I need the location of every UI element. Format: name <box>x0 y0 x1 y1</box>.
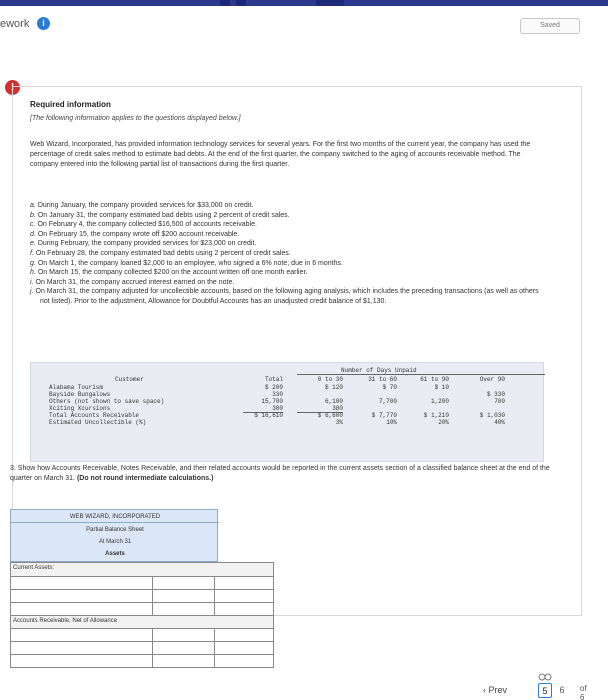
table-row <box>11 563 273 576</box>
homework-label: ework <box>0 18 30 30</box>
transaction-list <box>30 201 540 307</box>
aging-group-rule <box>297 374 545 375</box>
required-info-subtitle: [The following information applies to the questions displayed below.] <box>30 115 241 122</box>
chevron-left-icon: ‹ <box>482 685 489 695</box>
toolbar-icon[interactable] <box>316 0 344 6</box>
current-assets-label: Current Assets: <box>13 565 55 571</box>
table-row <box>11 576 273 589</box>
amount-input[interactable] <box>153 603 215 615</box>
aging-row-b0: $ 120 <box>324 384 343 391</box>
alert-icon: ! <box>5 80 20 95</box>
aging-row-total: $ 200 <box>264 384 283 391</box>
amount-input[interactable] <box>153 590 215 602</box>
aging-row-b1: $ 7,770 <box>371 412 397 419</box>
required-info-title: Required information <box>30 100 111 109</box>
aging-header-61-90: 61 to 90 <box>420 376 449 383</box>
aging-row-b3: 700 <box>494 398 505 405</box>
list-item: d. On February 15, the company wrote off $200 account receivable. <box>30 230 240 238</box>
table-row <box>11 654 273 667</box>
aging-row-total: 380 <box>243 405 283 413</box>
list-item: h. On March 15, the company collected $200 on the account written off one month earlier. <box>30 269 308 277</box>
amount-input[interactable] <box>153 655 215 667</box>
page-6-button[interactable]: 6 <box>559 685 565 695</box>
list-item: b. On January 31, the company estimated bad debts using 2 percent of credit sales. <box>30 211 290 219</box>
aging-row-b1: $ 70 <box>382 384 397 391</box>
toolbar-icon[interactable] <box>220 0 230 6</box>
aging-row-b1: 10% <box>386 419 397 426</box>
aging-row-customer: Total Accounts Receivable <box>49 412 140 419</box>
aging-row-b3: $ 1,030 <box>479 412 505 419</box>
account-select[interactable] <box>11 655 153 667</box>
aging-row-b3: $ 330 <box>486 391 505 398</box>
aging-header-0-30: 0 to 30 <box>317 376 343 383</box>
aging-header-31-60: 31 to 60 <box>368 376 397 383</box>
aging-row-total: 330 <box>272 391 283 398</box>
aging-row-b2: 20% <box>438 419 449 426</box>
statement-title: Partial Balance Sheet <box>86 527 144 533</box>
aging-row-b0: 6,100 <box>324 398 343 405</box>
aging-row-customer: Bayside Bungalows <box>49 391 111 398</box>
aging-schedule <box>30 362 544 462</box>
link-icon <box>538 673 552 681</box>
table-row <box>11 641 273 654</box>
aging-header-total: Total <box>264 376 283 383</box>
account-select[interactable] <box>11 590 153 602</box>
account-select[interactable] <box>11 642 153 654</box>
list-item: j. On March 31, the company adjusted for uncollectible accounts, based on the following aging analysis, which includes the preceding transactions (as well as others not listed). Prior to the adjustment, Allowance for Doubtful Accounts has an unadjusted credit balance of $1,130. <box>30 288 539 305</box>
intro-paragraph: Web Wizard, Incorporated, has provided information technology services for several years. For the first two months of the current year, the company has used the percentage of credit sales method to estimate bad debts. At the end of the first quarter, the company switched to the aging of accounts receivable method. The company entered into the following partial list of transactions during the first quarter. <box>30 141 531 168</box>
account-select[interactable] <box>11 577 153 589</box>
prev-button[interactable]: ‹ Prev <box>482 685 507 695</box>
balance-sheet-table <box>10 562 274 668</box>
statement-date: At March 31 <box>98 539 132 545</box>
list-item: g. On March 1, the company loaned $2,000 to an employee, who signed a 6% note, due in 6 months. <box>30 259 343 267</box>
company-name: WEB WIZARD, INCORPORATED <box>11 514 219 523</box>
aging-row-b2: $ 10 <box>434 384 449 391</box>
page-count: of 6 <box>580 684 587 700</box>
table-row <box>11 602 273 615</box>
list-item: f. On February 28, the company estimated bad debts using 2 percent of credit sales. <box>30 249 291 257</box>
aging-header-over-90: Over 90 <box>479 376 505 383</box>
balance-sheet-header <box>10 509 218 562</box>
assets-heading: Assets <box>105 551 125 557</box>
aging-row-customer: Others (not shown to save space) <box>49 398 165 405</box>
aging-group-header: Number of Days Unpaid <box>341 367 417 374</box>
list-item: c. On February 4, the company collected $16,500 of accounts receivable. <box>30 221 257 229</box>
account-select[interactable] <box>11 603 153 615</box>
aging-row-b2: $ 1,210 <box>423 412 449 419</box>
list-item: a. During January, the company provided services for $33,000 on credit. <box>30 202 254 209</box>
info-icon[interactable]: i <box>37 17 50 30</box>
list-item: i. On March 31, the company accrued interest earned on the note. <box>30 278 235 286</box>
aging-row-b0: 3% <box>335 419 343 426</box>
ar-net-label: Accounts Receivable, Net of Allowance <box>13 618 118 624</box>
question-text <box>10 464 550 484</box>
page-5-button[interactable]: 5 <box>538 683 552 698</box>
aging-row-b2: 1,200 <box>430 398 449 405</box>
aging-row-b0: $ 6,600 <box>317 412 343 419</box>
aging-row-b0: 380 <box>297 405 343 413</box>
aging-row-b1: 7,700 <box>378 398 397 405</box>
toolbar-icon[interactable] <box>236 0 246 6</box>
aging-header-customer: Customer <box>115 376 144 383</box>
aging-row-customer: Estimated Uncollectible (%) <box>49 419 147 426</box>
aging-row-total: $ 16,610 <box>254 412 283 419</box>
assignment-header <box>0 10 608 36</box>
aging-row-customer: Alabama Tourism <box>49 384 104 391</box>
table-row <box>11 589 273 602</box>
question-note: (Do not round intermediate calculations.) <box>76 475 214 482</box>
table-row <box>11 615 273 628</box>
saved-button[interactable]: Saved <box>520 18 580 34</box>
aging-row-b3: 40% <box>494 419 505 426</box>
question-body: 3. Show how Accounts Receivable, Notes Receivable, and their related accounts would be reported in the current assets section of a classified balance sheet at the end of the quarter on March 31. <box>10 465 550 482</box>
amount-input[interactable] <box>153 629 215 641</box>
top-toolbar <box>0 0 608 6</box>
amount-input[interactable] <box>153 642 215 654</box>
amount-input[interactable] <box>153 577 215 589</box>
list-item: e. During February, the company provided services for $23,000 on credit. <box>30 240 257 248</box>
aging-row-customer: Xciting Xcursions <box>49 405 111 412</box>
account-select[interactable] <box>11 629 153 641</box>
aging-row-total: 15,700 <box>261 398 283 405</box>
table-row <box>11 628 273 641</box>
